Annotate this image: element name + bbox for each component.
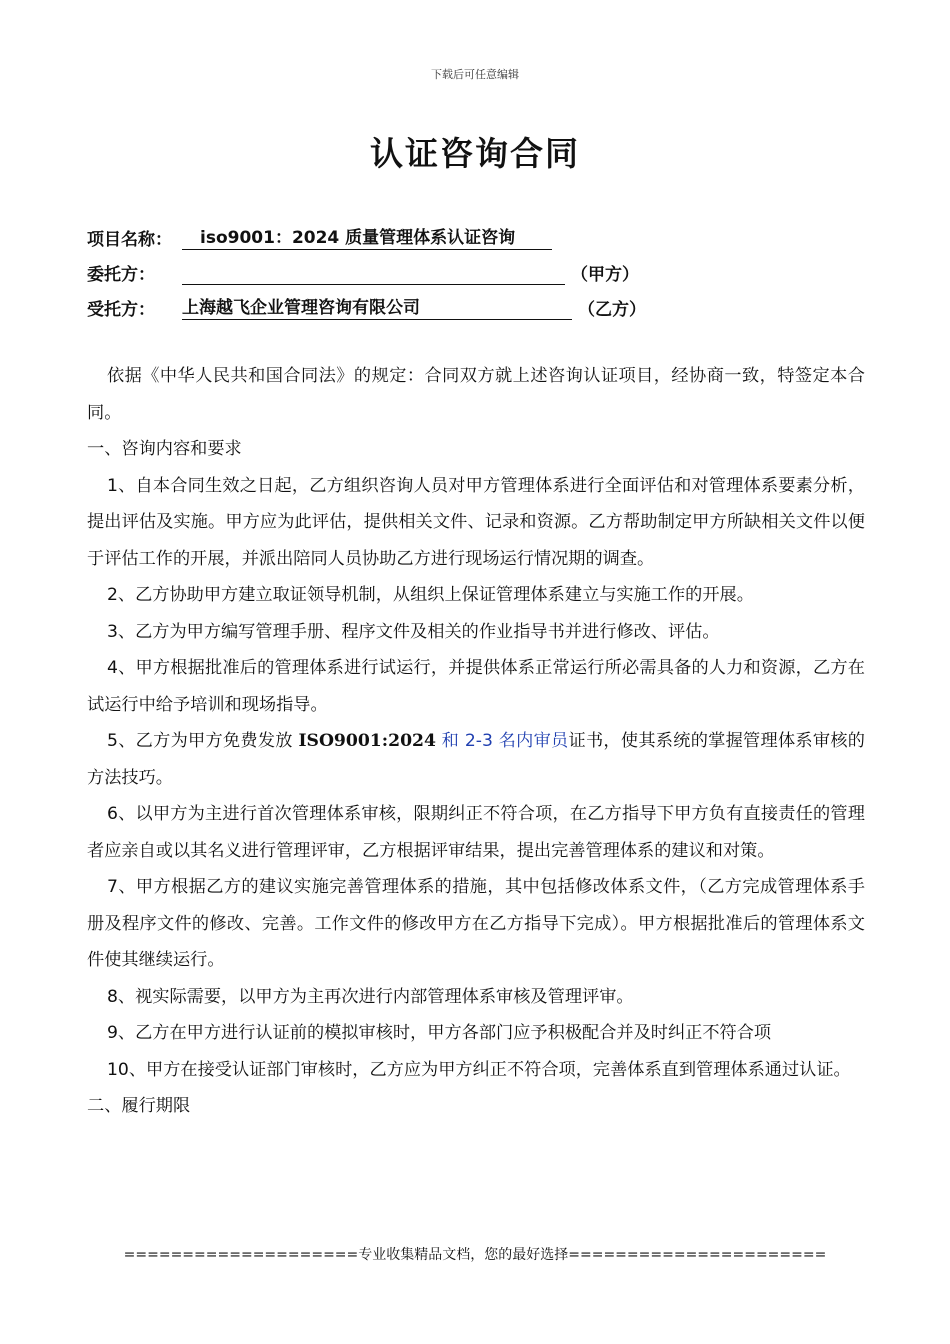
header-note: 下载后可任意编辑 xyxy=(431,68,519,81)
clause-1: 1、自本合同生效之日起，乙方组织咨询人员对甲方管理体系进行全面评估和对管理体系要素分析，提出评估及实施。甲方应为此评估，提供相关文件、记录和资源。乙方帮助制定甲方所缺相关文件以便于评估工作的开展，并派出陪同人员协助乙方进行现场运行情况期的调查。 xyxy=(87,475,865,569)
contractor-suffix: （乙方） xyxy=(578,300,646,320)
clause-5 xyxy=(87,723,865,796)
contractor-label: 受托方： xyxy=(87,300,155,320)
clause-5-part-a: 5、乙方为甲方免费发放 xyxy=(107,731,299,751)
page-footer: ====================专业收集精品文档，您的最好选择====================== xyxy=(123,1247,827,1263)
document-title: 认证咨询合同 xyxy=(370,134,580,173)
clause-4: 4、甲方根据批准后的管理体系进行试运行，并提供体系正常运行所必需具备的人力和资源，乙方在试运行中给予培训和现场指导。 xyxy=(87,658,865,715)
contract-body xyxy=(87,358,865,1125)
project-name-value: iso9001：2024 质量管理体系认证咨询 xyxy=(182,228,552,250)
intro-paragraph: 依据《中华人民共和国合同法》的规定：合同双方就上述咨询认证项目，经协商一致，特签定本合同。 xyxy=(87,366,865,423)
client-row xyxy=(87,259,639,285)
section-heading-2: 二、履行期限 xyxy=(87,1096,191,1116)
contractor-value: 上海越飞企业管理咨询有限公司 xyxy=(182,298,572,320)
clause-8: 8、视实际需要，以甲方为主再次进行内部管理体系审核及管理评审。 xyxy=(107,986,634,1007)
clause-3: 3、乙方为甲方编写管理手册、程序文件及相关的作业指导书并进行修改、评估。 xyxy=(107,621,720,642)
contractor-row xyxy=(87,294,646,320)
clause-7: 7、甲方根据乙方的建议实施完善管理体系的措施，其中包括修改体系文件，（乙方完成管理体系手册及程序文件的修改、完善。工作文件的修改甲方在乙方指导下完成）。甲方根据批准后的管理体系文件使其继续运行。 xyxy=(87,877,865,970)
clause-5-part-d: 证书，使其系统的掌握管理体系审核的方法技巧。 xyxy=(87,731,865,788)
clause-6: 6、以甲方为主进行首次管理体系审核，限期纠正不符合项，在乙方指导下甲方负有直接责任的管理者应亲自或以其名义进行管理评审，乙方根据评审结果，提出完善管理体系的建议和对策。 xyxy=(87,804,865,861)
section-heading-1: 一、咨询内容和要求 xyxy=(87,439,242,459)
clause-5-auditors: 和 2-3 名内审员 xyxy=(435,731,569,751)
clause-5-standard: ISO9001:2024 xyxy=(298,731,436,751)
client-value-blank xyxy=(182,263,565,285)
client-suffix: （甲方） xyxy=(571,265,639,285)
clause-9: 9、乙方在甲方进行认证前的模拟审核时，甲方各部门应予积极配合并及时纠正不符合项 xyxy=(107,1023,772,1043)
clause-2: 2、乙方协助甲方建立取证领导机制，从组织上保证管理体系建立与实施工作的开展。 xyxy=(107,585,754,605)
client-label: 委托方： xyxy=(87,265,155,285)
project-name-label: 项目名称： xyxy=(87,230,172,250)
clause-10: 10、甲方在接受认证部门审核时，乙方应为甲方纠正不符合项，完善体系直到管理体系通过认证。 xyxy=(107,1059,851,1080)
project-name-row xyxy=(87,224,552,250)
